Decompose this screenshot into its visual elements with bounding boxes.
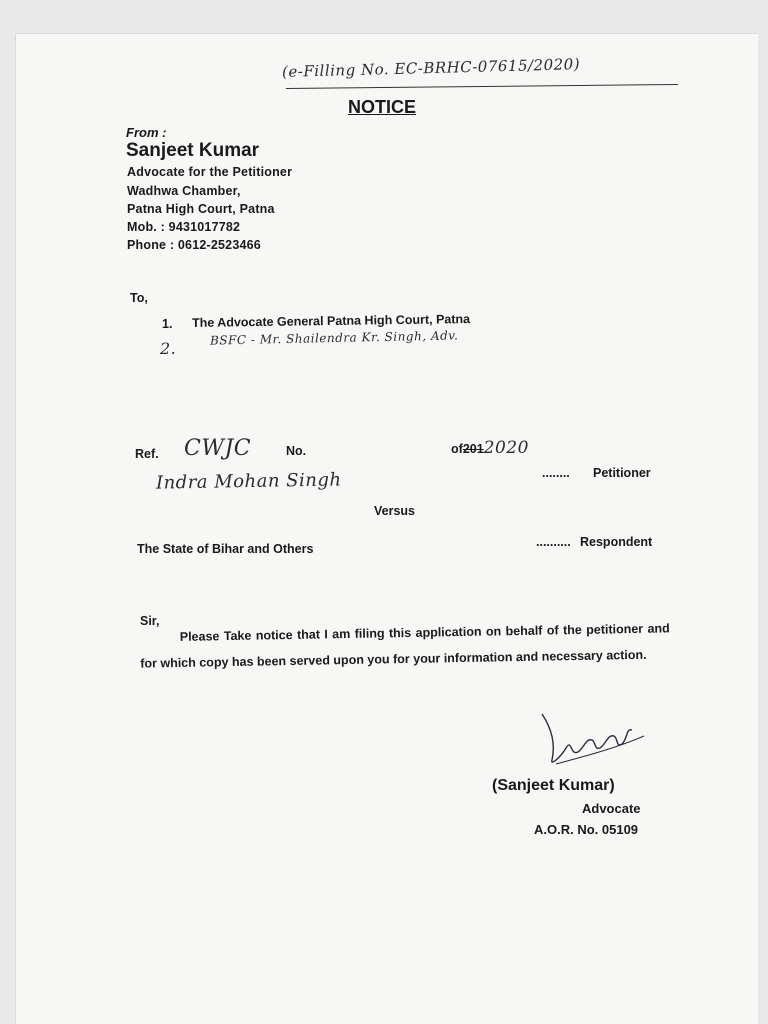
versus-label: Versus (374, 504, 416, 518)
signatory-role: Advocate (582, 801, 641, 816)
signature-image (536, 708, 648, 768)
signatory-aor-number: A.O.R. No. 05109 (534, 822, 639, 837)
struck-year: 201 (462, 442, 484, 456)
notice-body (140, 615, 671, 676)
recipient-number: 2. (160, 339, 177, 358)
signatory-name: (Sanjeet Kumar) (492, 777, 615, 794)
to-label: To, (130, 291, 148, 305)
sender-chamber: Wadhwa Chamber, (127, 184, 241, 198)
petitioner-label: Petitioner (593, 466, 651, 480)
sender-designation: Advocate for the Petitioner (127, 165, 293, 179)
notice-body-text: Please Take notice that I am filing this application on behalf of the petitioner and for which copy has been served upon you for your information and necessary action. (140, 621, 670, 671)
case-no-label: No. (286, 444, 307, 458)
respondent-label: Respondent (580, 535, 653, 549)
recipient-number: 1. (162, 317, 173, 331)
respondent-dots: .......... (536, 535, 571, 549)
petitioner-dots: ........ (542, 466, 570, 480)
recipient-2-handwritten: BSFC - Mr. Shailendra Kr. Singh, Adv. (209, 328, 459, 348)
ref-label: Ref. (135, 447, 159, 461)
sender-phone: Phone : 0612-2523466 (127, 238, 261, 252)
case-type-handwritten: CWJC (184, 436, 252, 461)
year-handwritten: 2020 (483, 438, 529, 458)
efiling-number: (e-Filling No. EC-BRHC-07615/2020) (281, 55, 581, 81)
sender-name: Sanjeet Kumar (126, 140, 260, 161)
document-page (16, 34, 758, 1024)
petitioner-name-handwritten: Indra Mohan Singh (155, 469, 342, 494)
salutation: Sir, (140, 614, 160, 628)
sender-court: Patna High Court, Patna (127, 202, 275, 216)
sender-mobile: Mob. : 9431017782 (127, 220, 241, 234)
recipient-1: The Advocate General Patna High Court, Patna (191, 312, 471, 330)
respondent-name: The State of Bihar and Others (137, 542, 314, 556)
case-year: of2012020 (451, 438, 529, 458)
from-label: From : (126, 125, 167, 140)
notice-title: NOTICE (348, 97, 417, 117)
